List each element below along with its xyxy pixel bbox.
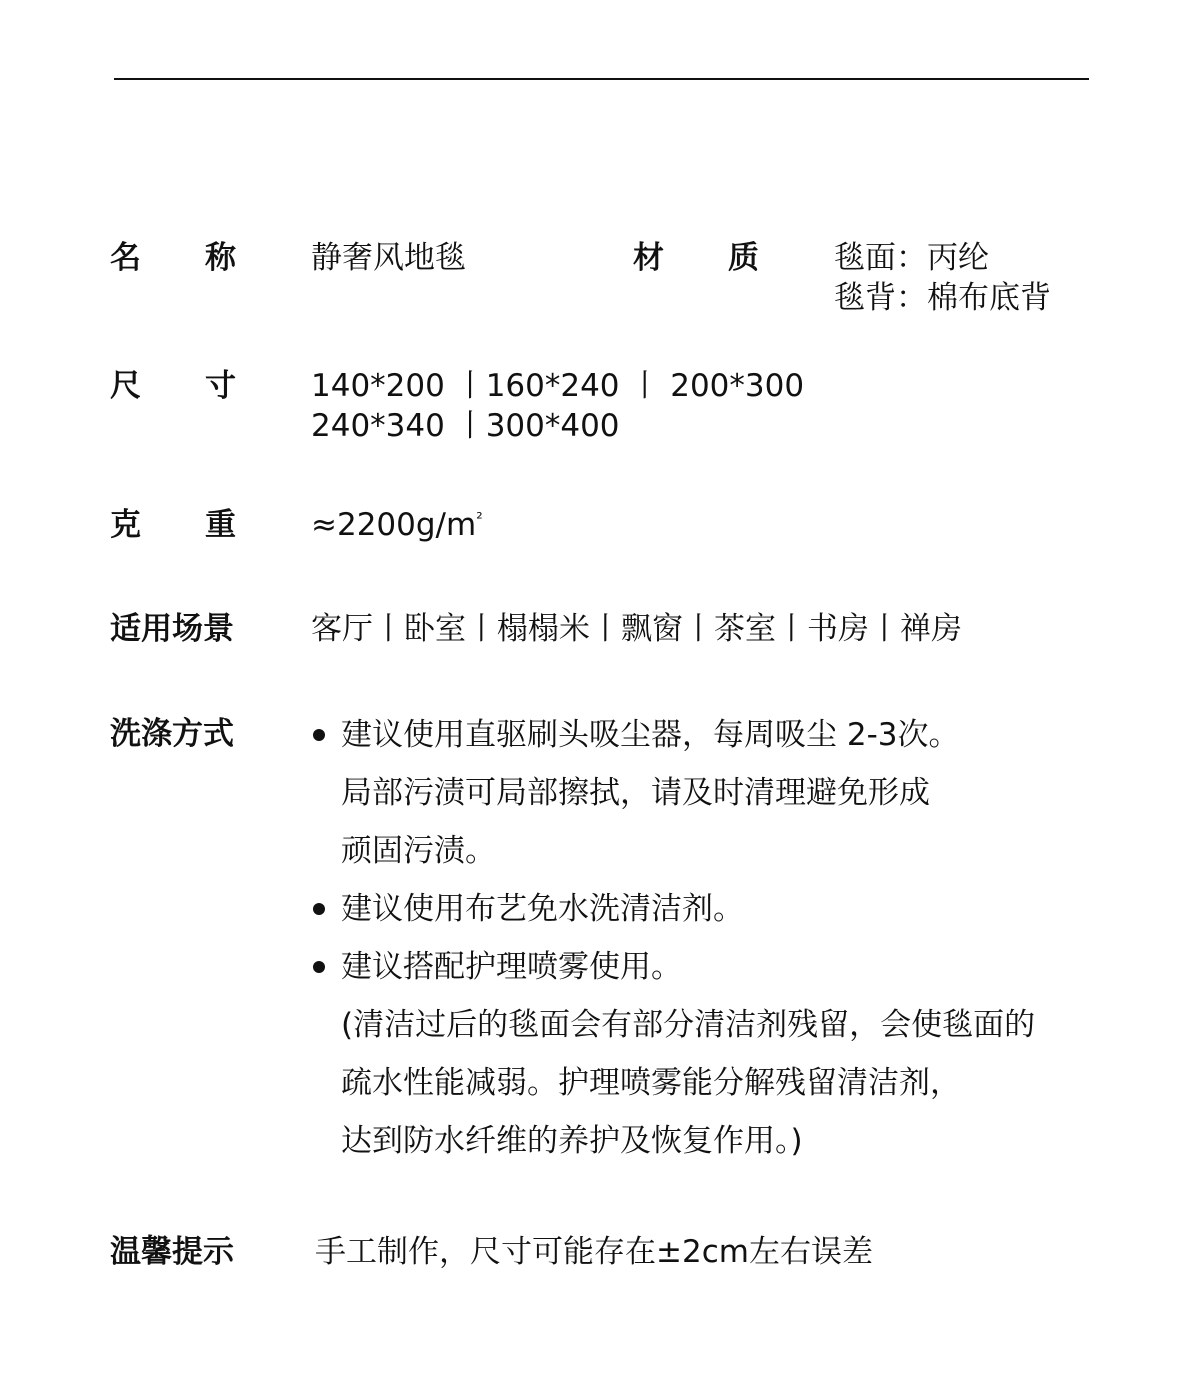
material-surface: 毯面：丙纶 (834, 240, 989, 276)
label-material (633, 238, 759, 278)
top-divider (114, 78, 1089, 80)
label-name (110, 238, 236, 278)
label-name-char-2: 称 (205, 240, 236, 276)
washing-item-1-line-1: 建议使用直驱刷头吸尘器，每周吸尘 2-3次。 (341, 717, 960, 753)
washing-item-3-line-4: 达到防水纤维的养护及恢复作用。) (341, 1123, 803, 1159)
label-notice: 温馨提示 (110, 1234, 234, 1270)
value-weight (311, 505, 483, 545)
label-weight-char-1: 克 (110, 507, 141, 543)
bullet-dot (313, 961, 325, 973)
washing-item (311, 713, 1035, 887)
value-notice: 手工制作，尺寸可能存在±2cm左右误差 (315, 1234, 873, 1270)
washing-item (311, 887, 1035, 945)
washing-item (311, 945, 1035, 1177)
weight-number: ≈2200g/m (311, 507, 477, 543)
value-material (834, 238, 1051, 318)
material-backing: 毯背：棉布底背 (834, 280, 1051, 316)
washing-item-3-line-3: 疏水性能减弱。护理喷雾能分解残留清洁剂， (341, 1065, 961, 1101)
label-scenes: 适用场景 (110, 611, 234, 647)
label-washing: 洗涤方式 (110, 716, 234, 752)
label-size (110, 366, 236, 406)
label-size-char-1: 尺 (110, 368, 141, 404)
value-name: 静奢风地毯 (311, 240, 466, 276)
weight-superscript: ² (476, 509, 483, 528)
value-size (311, 366, 804, 446)
label-material-char-1: 材 (633, 240, 664, 276)
value-scenes: 客厅丨卧室丨榻榻米丨飘窗丨茶室丨书房丨禅房 (311, 611, 962, 647)
size-line-1: 140*200 丨160*240 丨 200*300 (311, 368, 805, 404)
bullet-dot (313, 729, 325, 741)
washing-item-1-line-3: 顽固污渍。 (341, 833, 496, 869)
size-line-2: 240*340 丨300*400 (311, 408, 620, 444)
bullet-dot (313, 903, 325, 915)
washing-item-1-line-2: 局部污渍可局部擦拭，请及时清理避免形成 (341, 775, 930, 811)
label-weight (110, 505, 236, 545)
label-weight-char-2: 重 (205, 507, 236, 543)
label-name-char-1: 名 (110, 240, 141, 276)
label-material-char-2: 质 (728, 240, 759, 276)
washing-item-3-line-1: 建议搭配护理喷雾使用。 (341, 949, 682, 985)
washing-list (311, 713, 1035, 1177)
washing-item-2-line-1: 建议使用布艺免水洗清洁剂。 (341, 891, 744, 927)
label-size-char-2: 寸 (205, 368, 236, 404)
washing-item-3-line-2: (清洁过后的毯面会有部分清洁剂残留，会使毯面的 (341, 1007, 1036, 1043)
